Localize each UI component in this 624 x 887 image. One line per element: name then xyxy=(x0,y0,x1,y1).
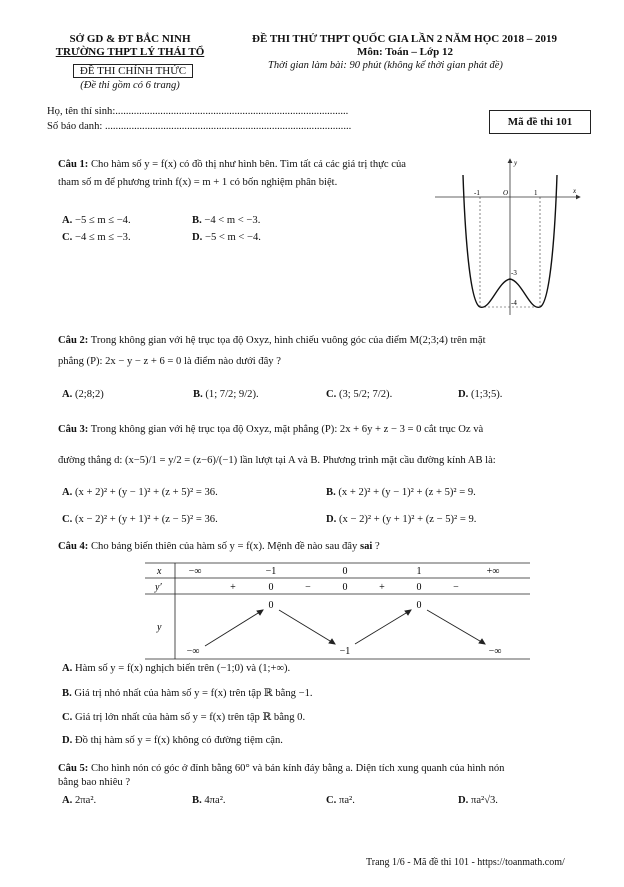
q2-option-c: C. (3; 5/2; 7/2). xyxy=(326,389,393,400)
tick-minus-1: -1 xyxy=(474,189,480,197)
q1-option-d: D. −5 < m < −4. xyxy=(192,232,261,243)
q3-option-b: B. (x + 2)² + (y − 1)² + (z + 5)² = 9. xyxy=(326,487,476,498)
question-3: Câu 3: Trong không gian với hệ trục tọa độ Oxyz, mặt phẳng (P): 2x + 6y + z − 3 = 0 cắt trục Oz và xyxy=(58,424,484,435)
table-x-label: x xyxy=(157,566,162,577)
q1-option-c: C. −4 ≤ m ≤ −3. xyxy=(62,232,131,243)
page-footer: Trang 1/6 - Mã đề thi 101 - https://toanmath.com/ xyxy=(366,857,565,868)
question-4: Câu 4: Cho bảng biến thiên của hàm số y = f(x). Mệnh đề nào sau đây sai ? xyxy=(58,541,380,552)
subject: Môn: Toán – Lớp 12 xyxy=(357,46,453,58)
question-1 xyxy=(58,156,410,192)
y-axis-label: y xyxy=(514,159,518,167)
dept-name: SỞ GD & ĐT BẮC NINH xyxy=(69,33,191,45)
svg-text:0: 0 xyxy=(268,600,274,611)
q4-option-b: B. Giá trị nhỏ nhất của hàm số y = f(x) trên tập ℝ bằng −1. xyxy=(62,688,313,699)
svg-text:+: + xyxy=(379,582,385,593)
q1-option-b: B. −4 < m < −3. xyxy=(192,215,261,226)
time-limit: Thời gian làm bài: 90 phút (không kể thời gian phát đề) xyxy=(268,60,503,71)
question-3-line2: đường thẳng d: (x−5)/1 = y/2 = (z−6)/(−1) lần lượt tại A và B. Phương trình mặt cầu đường kính AB là: xyxy=(58,455,496,466)
svg-text:0: 0 xyxy=(416,600,422,611)
svg-text:−: − xyxy=(305,582,311,593)
question-2: Câu 2: Trong không gian với hệ trục tọa độ Oxyz, hình chiếu vuông góc của điểm M(2;3;4) trên mặt xyxy=(58,335,486,346)
svg-text:−1: −1 xyxy=(339,646,351,657)
variation-table xyxy=(145,562,530,660)
question-1-text: Cho hàm số y = f(x) có đồ thị như hình bên. Tìm tất cả các giá trị thực của tham số m để phương trình f(x) = m + 1 có bốn nghiệm phân biệt. xyxy=(58,159,406,188)
exam-title: ĐỀ THI THỬ THPT QUỐC GIA LẦN 2 NĂM HỌC 2018 – 2019 xyxy=(252,33,557,45)
exam-code: Mã đề thi 101 xyxy=(489,110,591,134)
svg-text:0: 0 xyxy=(342,582,348,593)
q5-option-c: C. πa². xyxy=(326,795,355,806)
svg-text:1: 1 xyxy=(416,566,422,577)
q5-option-d: D. πa²√3. xyxy=(458,795,498,806)
origin-label: O xyxy=(503,189,509,197)
svg-text:+∞: +∞ xyxy=(486,566,500,577)
svg-text:−1: −1 xyxy=(265,566,277,577)
q3-option-c: C. (x − 2)² + (y + 1)² + (z − 5)² = 36. xyxy=(62,514,218,525)
question-2-line2: phẳng (P): 2x − y − z + 6 = 0 là điểm nào dưới đây ? xyxy=(58,356,281,367)
svg-text:0: 0 xyxy=(342,566,348,577)
tick-minus-4: -4 xyxy=(511,299,517,307)
q2-option-a: A. (2;8;2) xyxy=(62,389,104,400)
question-5-line2: bằng bao nhiêu ? xyxy=(58,777,131,788)
svg-text:−∞: −∞ xyxy=(188,566,202,577)
q5-option-b: B. 4πa². xyxy=(192,795,226,806)
x-axis-label: x xyxy=(573,187,577,195)
tick-minus-3: -3 xyxy=(511,269,517,277)
svg-text:+: + xyxy=(230,582,236,593)
svg-text:−∞: −∞ xyxy=(488,646,502,657)
page-count: (Đề thi gồm có 6 trang) xyxy=(80,80,180,91)
svg-text:0: 0 xyxy=(268,582,274,593)
q1-option-a: A. −5 ≤ m ≤ −4. xyxy=(62,215,131,226)
svg-text:0: 0 xyxy=(416,582,422,593)
school-name: TRƯỜNG THPT LÝ THÁI TỔ xyxy=(55,46,205,58)
q3-option-d: D. (x − 2)² + (y + 1)² + (z − 5)² = 9. xyxy=(326,514,477,525)
q4-option-c: C. Giá trị lớn nhất của hàm số y = f(x) trên tập ℝ bằng 0. xyxy=(62,712,306,723)
q3-option-a: A. (x + 2)² + (y − 1)² + (z + 5)² = 36. xyxy=(62,487,218,498)
q4-option-a: A. Hàm số y = f(x) nghịch biến trên (−1;0) và (1;+∞). xyxy=(62,663,291,674)
official-badge: ĐỀ THI CHÍNH THỨC xyxy=(73,64,193,78)
table-y-label: y xyxy=(157,622,162,633)
candidate-id-line: Số báo danh: ............................................................................................. xyxy=(47,121,352,132)
q5-option-a: A. 2πa². xyxy=(62,795,97,806)
q1-function-graph xyxy=(430,155,585,320)
candidate-name-line: Họ, tên thí sinh:........................................................................................ xyxy=(47,106,349,117)
tick-plus-1: 1 xyxy=(534,189,538,197)
question-5: Câu 5: Cho hình nón có góc ở đỉnh bằng 60° và bán kính đáy bằng a. Diện tích xung quanh của hình nón xyxy=(58,763,505,774)
svg-text:−∞: −∞ xyxy=(186,646,200,657)
q4-option-d: D. Đồ thị hàm số y = f(x) không có đường tiệm cận. xyxy=(62,735,283,746)
question-1-label: Câu 1: xyxy=(58,159,89,170)
svg-text:−: − xyxy=(453,582,459,593)
q2-option-d: D. (1;3;5). xyxy=(458,389,503,400)
table-yprime-label: y′ xyxy=(155,582,162,593)
q2-option-b: B. (1; 7/2; 9/2). xyxy=(193,389,259,400)
